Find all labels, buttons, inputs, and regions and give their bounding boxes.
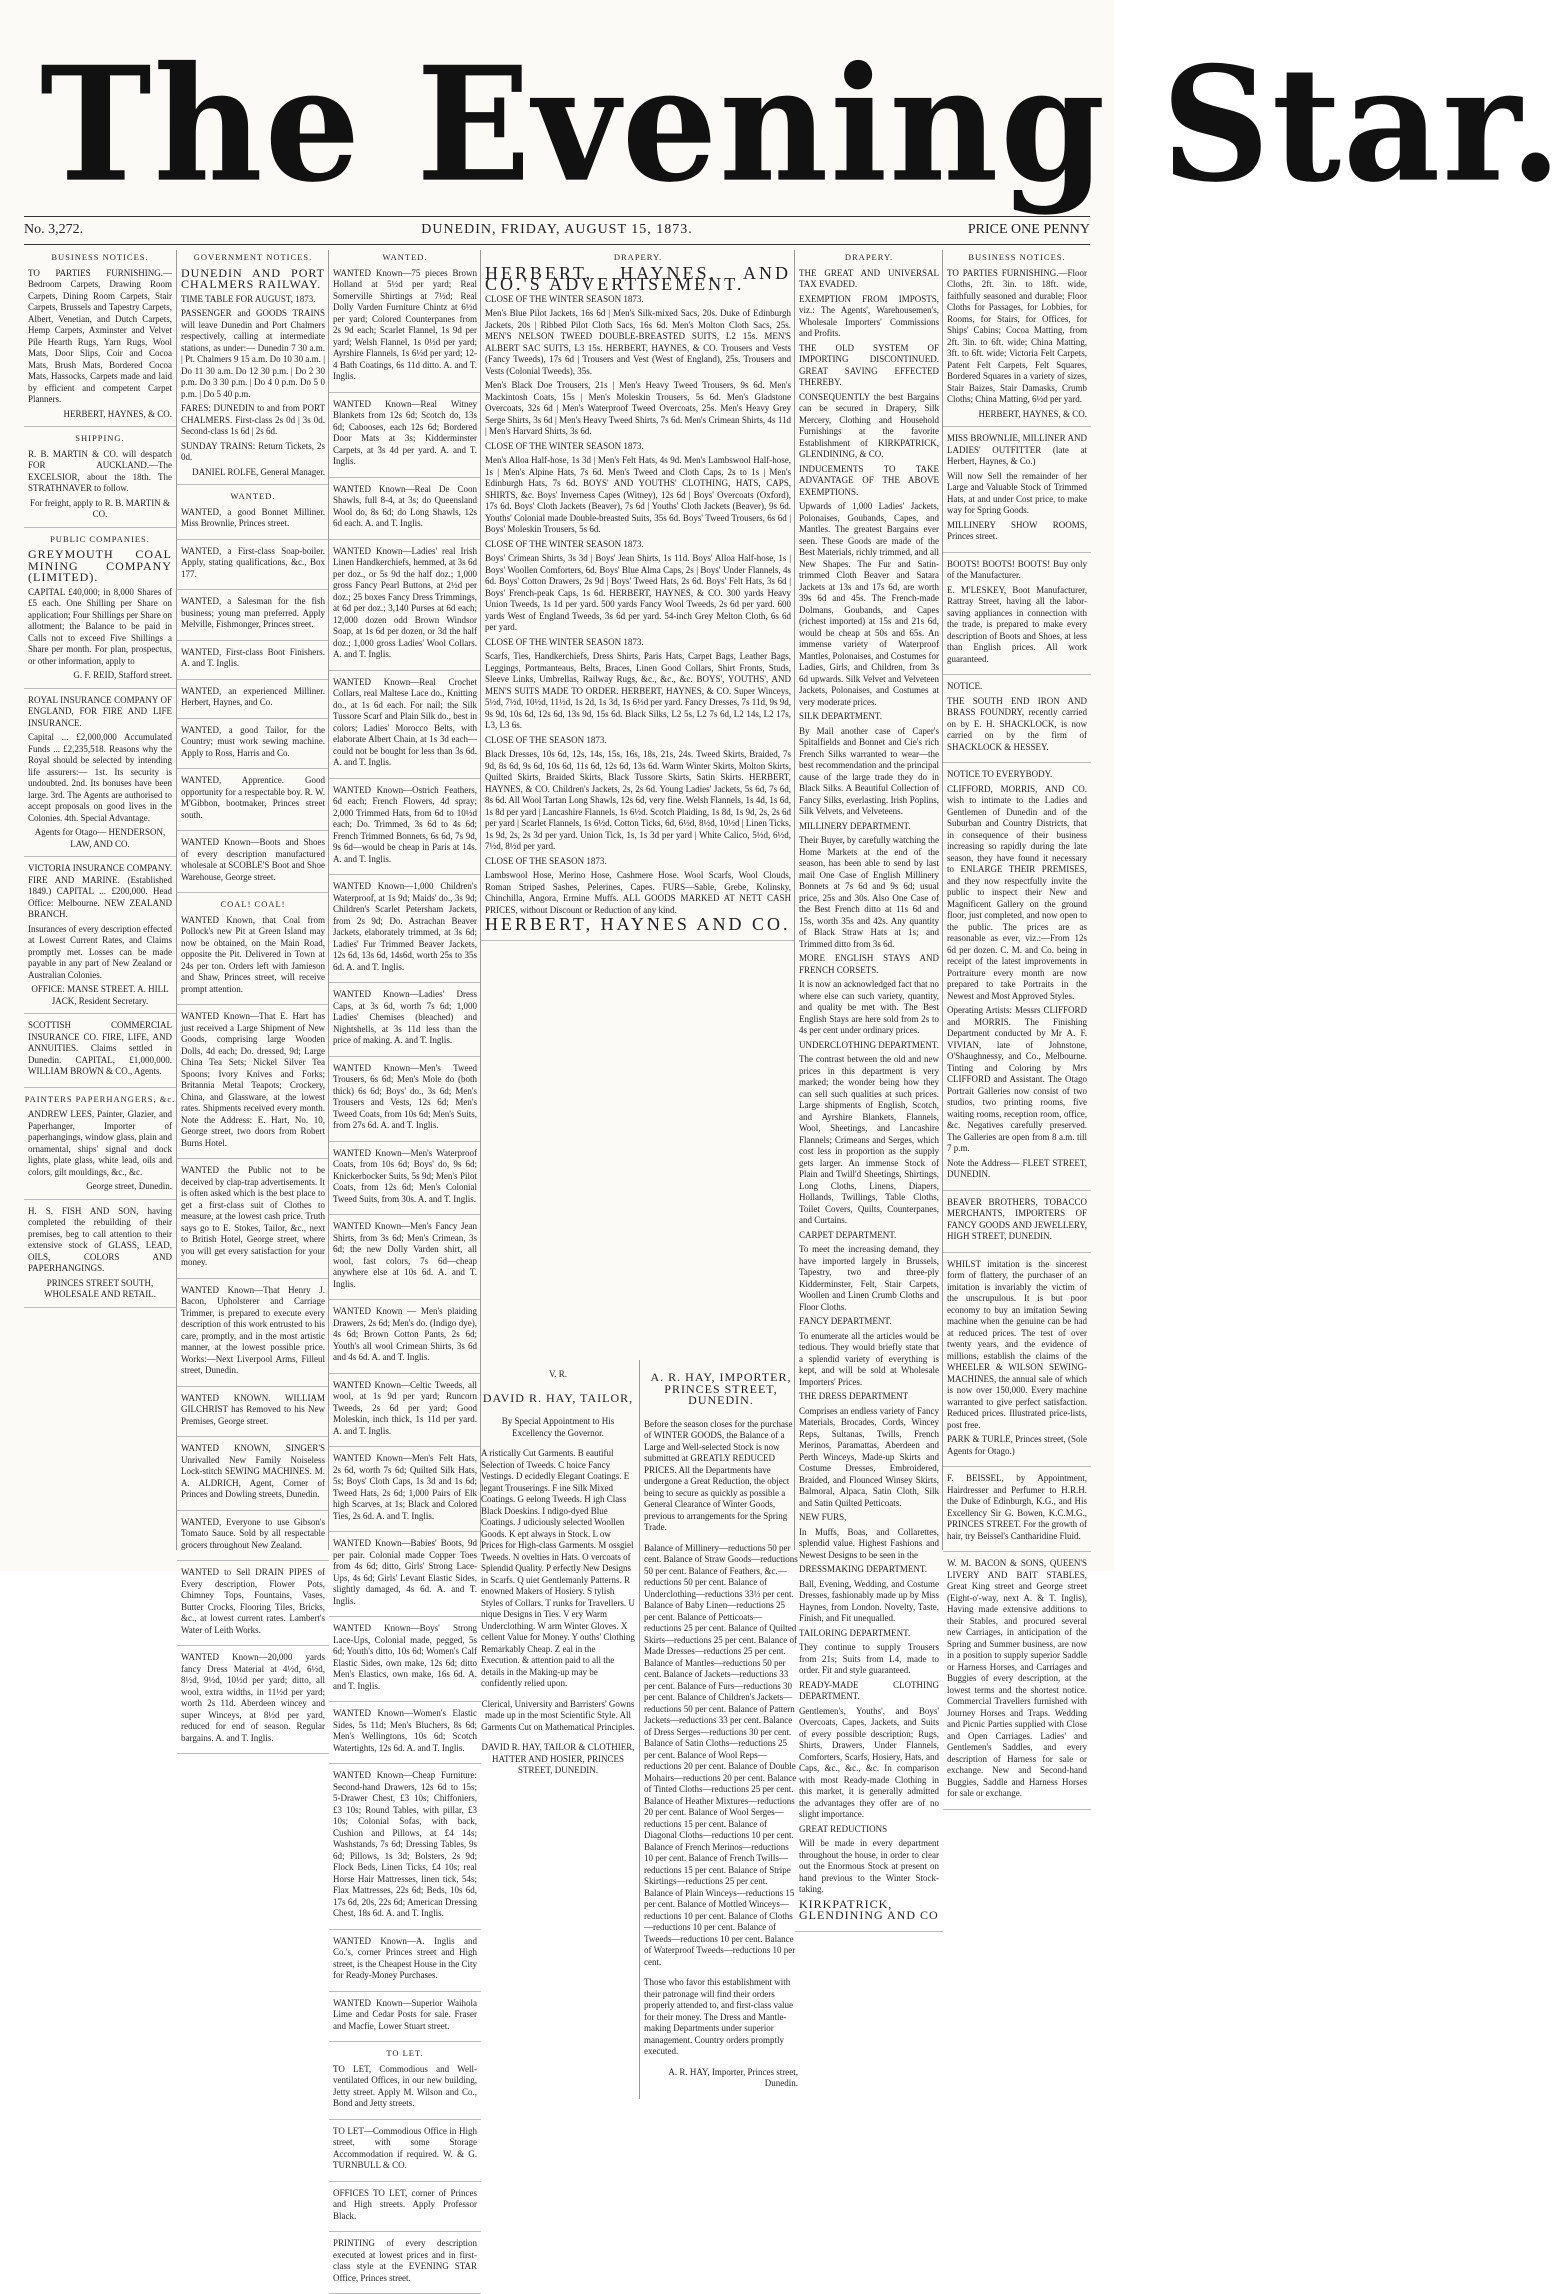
ad-text: Operating Artists: Messrs CLIFFORD and MORRIS. The Finishing Department conducted by Mr A. F. VIVIAN, late of Johnstone, O'Shaughnessy, and Co., Melbourne. Tinting and Coloring by Mrs CLIFFORD and Assistant. The Otago Portrait Galleries now consist of two studios, two printing rooms, five waiting rooms, reception room, office, &c. Negatives carefully preserved. The Galleries are open from 8 a.m. till 7 p.m. bbox=[947, 1005, 1087, 1153]
ad-subheading: MILLINERY DEPARTMENT. bbox=[799, 820, 911, 831]
ad-wanted bbox=[177, 725, 329, 770]
ad-text: WANTED Known—20,000 yards fancy Dress Material at 4½d, 6½d, 8½d, 9½d, 10½d per yard; ditto, all wool, extra widths, in 11½d per yard; worth 2s 11d. Aberdeen wincey and super Winceys, at 8½d per yard, reduced for end of season. Regular bargains. A. and T. Inglis. bbox=[181, 1652, 325, 1743]
ad-wanted bbox=[177, 1567, 329, 1646]
ad-floor-cloths bbox=[943, 268, 1091, 428]
ad-text: It is now an acknowledged fact that no where else can such variety, quantity, and quality be met with. The Best English Stays are here sold from 2s to 4s per cent under ordinary prices. bbox=[799, 979, 939, 1035]
divider bbox=[24, 216, 1090, 217]
ad-title: NOTICE TO EVERYBODY. bbox=[947, 769, 1053, 779]
column-heading: DRAPERY. bbox=[844, 252, 894, 262]
issue-number: No. 3,272. bbox=[24, 222, 84, 237]
ad-title: A. R. HAY, IMPORTER, PRINCES STREET, DUNEDIN. bbox=[650, 1370, 792, 1407]
ad-text: W. M. BACON & SONS, QUEEN'S LIVERY AND BAIT STABLES, Great King street and George street (Eight-o'-way, next A. & T. Inglis), Having made extensive additions to their Stables, and procured several new Carriages, in anticipation of the Spring and Summer business, are now in a position to supply superior Saddle or Harness Horses, and Carriages and Buggies of every description, at the lowest terms and the shortest notice. Commercial Travellers furnished with Journey Horses and Traps. Wedding and Picnic Parties supplied with Close and Open Carriages. Ladies' and Gentlemen's Saddles, and every description of Harness for sale or exchange. New and Second-hand Buggies, Saddle and Harness Horses for sale or exchange. bbox=[947, 1558, 1087, 1798]
notice-text: SUNDAY TRAINS: Return Tickets, 2s 0d. bbox=[181, 440, 325, 462]
ad-text: PRINTING of every description executed at lowest prices and in first-class style at the EVENING STAR Office, Princes street. bbox=[333, 2238, 477, 2283]
ad-text: WANTED, a Salesman for the fish business; young man preferred. Apply Melville, Fishmonger, Princes street. bbox=[181, 596, 325, 629]
ad-text: WANTED Known—That Henry J. Bacon, Upholsterer and Carriage Trimmer, is prepared to execute every description of this work entrusted to his care, promptly, and in the most artistic manner, at the lowest possible price. Works:—Next Liverpool Arms, Filleul street, Dunedin. bbox=[181, 1284, 325, 1375]
ad-subheading: MORE ENGLISH STAYS AND FRENCH CORSETS. bbox=[799, 953, 939, 975]
notice-text: CAPITAL £40,000; in 8,000 Shares of £5 each. One Shilling per Share on application; Four Shillings per Share on allotment; the Balance to be paid in Calls not to exceed Five Shillings a Share per month. For plan, prospectus, or other information, apply to bbox=[28, 586, 172, 666]
column-7 bbox=[942, 250, 1091, 1798]
notice-scottish bbox=[24, 1020, 176, 1088]
ad-text: WANTED, Everyone to use Gibson's Tomato Sauce. Sold by all respectable grocers throughout New Zealand. bbox=[181, 1516, 325, 1550]
ad-text: WANTED the Public not to be deceived by clap-trap advertisements. It is often asked which is the best place to get a first-class suit of Clothes to measure, at the lowest cash price. Truth says go to E. Stokes, Tailor, &c., next to British Hotel, George street, where you will get every satisfaction for your money. bbox=[181, 1165, 325, 1267]
ad-wanted bbox=[329, 1380, 481, 1448]
column-heading: BUSINESS NOTICES. bbox=[51, 252, 149, 262]
ad-subheading: THE OLD SYSTEM OF IMPORTING DISCONTINUED. GREAT SAVING EFFECTED THEREBY. bbox=[799, 342, 939, 387]
ad-tolet bbox=[329, 2064, 481, 2120]
ad-wanted bbox=[177, 1393, 329, 1438]
ad-david-hay bbox=[481, 1360, 635, 1786]
ad-text: WANTED Known—Boys' Strong Lace-Ups, Colonial made, pegged, 5s 6d; Youth's ditto, 10s 6d; Women's Calf Elastic Sides, own make, 12s 6d; ditto Men's Elastics, own make, 16s 6d. A. and T. Inglis. bbox=[333, 1623, 477, 1691]
ad-signature: Note the Address— FLEET STREET, DUNEDIN. bbox=[947, 1157, 1087, 1179]
ad-text: F. BEISSEL, by Appointment, Hairdresser and Perfumer to H.R.H. the Duke of Edinburgh, K.G., and His Excellency Sir G. Bowen, K.C.M.G., PRINCES STREET. For the growth of hair, try Beissel's Cantharidine Fluid. bbox=[947, 1473, 1087, 1541]
ad-text: WANTED Known—Celtic Tweeds, all wool, at 1s 9d per yard; Runcorn Tweeds, 2s 6d per yard; Good Moleskin, inch thick, 1s 11d per yard. A. and T. Inglis. bbox=[333, 1379, 477, 1436]
ad-text: TO PARTIES FURNISHING.—Floor Cloths, 2ft. 3in. to 18ft. wide, faithfully seasoned and durable; Floor Cloths for Passages, for Lobbies, for Rooms, for Stairs, for Offices, for Ships' Cabins; Cocoa Matting, from 2ft. 3in. to 6ft. wide; China Matting, 3ft. to 6ft. wide; Victoria Felt Carpets, Patent Felt Carpets, Felt Squares, Bordered Squares in a variety of sizes, Stair Baizes, Stair Damasks, Crumb Cloths; China Matting, 6½d per yard. bbox=[947, 267, 1087, 404]
ad-subtitle: By Special Appointment to His Excellency the Governor. bbox=[501, 1416, 615, 1438]
ad-boots bbox=[943, 559, 1091, 676]
notice-signature: OFFICE: MANSE STREET. A. HILL JACK, Resident Secretary. bbox=[31, 984, 169, 1006]
notice-text: PASSENGER and GOODS TRAINS will leave Dunedin and Port Chalmers respectively, calling at intermediate stations, as under:— Dunedin 7 30 a.m. | Pt. Chalmers 9 15 a.m. Do 10 30 a.m. | Do 11 30 a.m. Do 12 30 p.m. | Do 2 30 p.m. Do 3 30 p.m. | Do 4 0 p.m. Do 5 0 p.m. | Do 5 40 p.m. bbox=[181, 308, 325, 399]
ad-text: Men's Alloa Half-hose, 1s 3d | Men's Felt Hats, 4s 9d. Men's Lambswool Half-hose, 1s | Men's Alpine Hats, 7s 6d. Men's Tweed and Cloth Caps, 2s to 1s | Men's Edinburgh Hats, 7s 6d. BOYS' AND YOUTHS' CLOTHING, HATS, CAPS, SHIRTS, &c. Boys' Inverness Capes (Witney), 12s 6d | Boys' Overcoats (Oxford), 17s 6d. Boys' Cloth Jackets (Beaver), 7s 6d | Youths' Cloth Jackets (Beaver), 9s 6d. Youths' Colonial made Double-breasted Suits, 35s 6d. Boys' Tweed Trousers, 6s 6d | Boys' Moleskin Trousers, 5s 6d. bbox=[485, 455, 791, 534]
ad-wanted bbox=[329, 1221, 481, 1300]
ad-text: Gentlemen's, Youths', and Boys' Overcoats, Capes, Jackets, and Suits of every possible description; Rugs, Shirts, Drawers, Under Flannels, Comforters, Scarfs, Hosiery, Hats, and Caps, &c., &c., &c. In comparison with most Ready-made Clothing in this market, it is generally admitted the advantages they offer are of no slight importance. bbox=[799, 1705, 939, 1819]
ad-text: Boys' Crimean Shirts, 3s 3d | Boys' Jean Shirts, 1s 11d. Boys' Alloa Half-hose, 1s | Boys' Woollen Comforters, 6d. Boys' Blue Alma Caps, 2s | Boys' Under Flannels, 4s 6d. Boys' Cotton Drawers, 2s 9d | Boys' Tweed Hats, 2s 6d. Boys' Felt Hats, 3s 6d | Boys' French-peak Caps, 1s 6d. HERBERT, HAYNES, & CO. 300 yards Heavy Union Tweeds, 1s 1d per yard. 500 yards Fancy Wool Tweeds, 2s 6d per yard. 600 yards West of England Tweeds, 3s 6d per yard. 54-inch Grey Melton Cloth, 6s 6d per yard. bbox=[485, 553, 791, 632]
notice-signature: HERBERT, HAYNES, & CO. bbox=[63, 408, 172, 419]
ad-wanted bbox=[329, 1708, 481, 1764]
issue-price: PRICE ONE PENNY bbox=[967, 222, 1090, 237]
ad-subheading: CLOSE OF THE WINTER SEASON 1873. bbox=[485, 538, 644, 549]
ad-subheading: READY-MADE CLOTHING DEPARTMENT. bbox=[799, 1679, 939, 1701]
ad-title: MISS BROWNLIE, MILLINER AND LADIES' OUTFITTER (late at Herbert, Haynes, & Co.) bbox=[947, 433, 1087, 466]
column-1 bbox=[24, 250, 176, 1550]
ad-text: Scarfs, Ties, Handkerchiefs, Dress Shirts, Paris Hats, Carpet Bags, Leather Bags, Leggings, Portmanteaus, Belts, Braces, Linen Good Collars, Shirt Fronts, Studs, Sleeve Links, Umbrellas, Railway Rugs, &c., &c., &c. BOYS', YOUTHS', AND MEN'S SUITS MADE TO ORDER. HERBERT, HAYNES, & CO. Super Winceys, 5½d, 7½d, 10½d, 11½d, 1s 2d, 1s 3d, 1s 6½d per yard. Fancy Dresses, 7s 11d, 9s 9d, 9s 9d, 10s 6d, 12s 6d, 13s 9d, 15s 6d. Black Silks, L2 5s, L2 7s 6d, L2 14s, L2 17s, L3, L3 6s. bbox=[485, 651, 791, 730]
ad-signature: PARK & TURLE, Princes street, (Sole Agents for Otago.) bbox=[947, 1434, 1087, 1456]
ad-signature: A. R. HAY, Importer, Princes street, Dunedin. bbox=[668, 2066, 798, 2088]
notice-text: ANDREW LEES, Painter, Glazier, and Paperhanger, Importer of paperhangings, window glass, plain and ornamental, ships' signal and dock lights, plate glass, white lead, oils and colors, gilt mouldings, &c., &c. bbox=[28, 1109, 172, 1177]
ad-text: WANTED Known—A. Inglis and Co.'s, corner Princes street and High street, is the Cheapest House in the City for Ready-Money Purchases. bbox=[333, 1935, 477, 1980]
ad-title: NOTICE. bbox=[947, 681, 983, 691]
ad-wanted bbox=[177, 1165, 329, 1279]
ad-text: WANTED KNOWN, SINGER'S Unrivalled New Family Noiseless Lock-stitch SEWING MACHINES. M. A. ALDRICH, Agent, Corner of Princes and Dowling streets, Dunedin. bbox=[181, 1443, 325, 1499]
ad-text: CLIFFORD, MORRIS, AND CO. wish to intimate to the Ladies and Gentlemen of Dunedin and of the Suburban and Country Districts, that in consequence of their business increasing so rapidly during the late season, they have found it necessary to ENLARGE THEIR PREMISES, and they now respectfully invite the public to inspect their New and Magnificent Gallery on the ground floor, just completed, and now open to the public. The prices are as reasonable as ever, viz.:—From 12s 6d per dozen. C. M. and Co. being in receipt of the latest improvements in Portraiture every month are now prepared to take Portraits in the Newest and Most Approved Styles. bbox=[947, 783, 1087, 1001]
ad-subheading: CARPET DEPARTMENT. bbox=[799, 1229, 897, 1240]
notice-greymouth bbox=[24, 549, 176, 689]
notice-signature: DANIEL ROLFE, General Manager. bbox=[192, 466, 325, 477]
ad-wanted bbox=[329, 399, 481, 478]
column-2 bbox=[176, 250, 329, 1743]
ad-text: WANTED Known—Real Crochet Collars, real Maltese Lace do., Knitting do., at 1s 6d each. For nail; the Silk Tussore Scarf and Plain Silk do., best in colors; Ladies' Morocco Belts, with elaborate Albert Chain, at 1s 3d each—could not be bought for less than 3s 6d. A. and T. Inglis. bbox=[333, 676, 477, 767]
ad-text: WANTED KNOWN. WILLIAM GILCHRIST has Removed to his New Premises, George street. bbox=[181, 1392, 325, 1426]
ad-text: TO LET, Commodious and Well-ventilated Offices, in our new building, Jetty street. Apply M. Wilson and Co., Bond and Jetty streets. bbox=[333, 2063, 477, 2108]
ad-wanted bbox=[329, 1306, 481, 1374]
ad-wanted bbox=[329, 1063, 481, 1142]
columns bbox=[24, 250, 1090, 2283]
ad-text: WANTED Known—Men's Felt Hats, 2s 6d, worth 7s 6d; Quilted Silk Hats, 5s; Boys' Cloth Caps, 1s 3d and 1s 6d; Tweed Hats, 2s 6d; 1,000 Pairs of Elk high Scarves, at 1s; Black and Colored Ties, 2s 6d. A. and T. Inglis. bbox=[333, 1453, 477, 1521]
notice-title: VICTORIA INSURANCE COMPANY. FIRE AND MARINE. (Established 1849.) CAPITAL ... £200,000. Head Office: Melbourne. NEW ZEALAND BRANCH. bbox=[28, 863, 172, 919]
ad-text: WANTED Known—1,000 Children's Waterproof, at 1s 9d; Maids' do., 3s 9d; Children's Scarlet Petersham Jackets, from 2s 9d; Do. Astrachan Beaver Jackets, elaborately trimmed, at 3s 6d; Ladies' Fur Trimmed Beaver Jackets, 12s 6d, 13s 6d, 14s6d, worth 25s to 35s 6d. A. and T. Inglis. bbox=[333, 881, 477, 972]
ad-text: They continue to supply Trousers from 21s; Suits from L4, made to order. Fit and style guaranteed. bbox=[799, 1642, 939, 1675]
ad-brownlie bbox=[943, 433, 1091, 553]
column-heading: WANTED. bbox=[382, 252, 428, 262]
ad-clifford bbox=[943, 769, 1091, 1191]
column-heading: DRAPERY. bbox=[613, 252, 663, 262]
ad-subheading: CLOSE OF THE SEASON 1873. bbox=[485, 855, 607, 866]
ad-text: WANTED Known—Boots and Shoes of every description manufactured wholesale at SCOBLE'S Boot and Shoe Warehouse, George street. bbox=[181, 837, 325, 882]
dateline bbox=[24, 222, 1090, 242]
ad-title: BEAVER BROTHERS, TOBACCO MERCHANTS, IMPORTERS OF FANCY GOODS AND JEWELLERY, HIGH STREET, DUNEDIN. bbox=[947, 1196, 1087, 1241]
notice-royal bbox=[24, 695, 176, 858]
ad-herbert-haynes bbox=[481, 262, 795, 941]
ad-text: WANTED Known—Ostrich Feathers, 6d each; French Flowers, 4d spray; 2,000 Trimmed Hats, from 6d to 10½d each; Do. Trimmed, 3s 6d to 4s 6d; French Trimmed Bonnets, 6s 6d, 7s 9d, 9s 6d—would be cheap in Paris at 14s. A. and T. Inglis. bbox=[333, 784, 477, 864]
ad-text: WHILST imitation is the sincerest form of flattery, the purchaser of an imitation is invariably the victim of the unscrupulous. It is but poor economy to buy an imitation Sewing machine when the genuine can be had at reduced prices. The test of over twenty years, and the evidence of millions, establish the claims of the WHEELER & WILSON SEWING-MACHINES, the annual sale of which is now over 150,000. Every machine warranted to give perfect satisfaction. Reduced prices. Illustrated price-lists, post free. bbox=[947, 1258, 1087, 1430]
column-heading: BUSINESS NOTICES. bbox=[968, 252, 1066, 262]
ad-subheading: TAILORING DEPARTMENT. bbox=[799, 1627, 911, 1638]
ad-title: HERBERT, HAYNES, AND CO.'S ADVERTISEMENT. bbox=[485, 262, 791, 294]
notice-lees bbox=[24, 1109, 176, 1200]
ad-wanted bbox=[329, 1623, 481, 1702]
ad-title: BOOTS! BOOTS! BOOTS! Buy only of the Manufacturer. bbox=[947, 558, 1087, 580]
ad-subheading: FANCY DEPARTMENT. bbox=[799, 1316, 892, 1326]
ad-text: WANTED, First-class Boot Finishers. A. and T. Inglis. bbox=[181, 646, 325, 668]
notice-text: H. S. FISH AND SON, having completed the rebuilding of their premises, beg to call attention to their extensive stock of GLASS, LEAD, OILS, COLORS AND PAPERHANGINGS. bbox=[28, 1205, 172, 1273]
ad-wanted bbox=[177, 1285, 329, 1387]
notice-signature: George street, Dunedin. bbox=[86, 1181, 172, 1191]
ad-wanted bbox=[329, 989, 481, 1057]
notice-subtitle: TIME TABLE FOR AUGUST, 1873. bbox=[181, 293, 316, 304]
ad-signature: DAVID R. HAY, TAILOR & CLOTHIER, HATTER AND HOSIER, PRINCES STREET, DUNEDIN. bbox=[481, 1742, 635, 1775]
ad-subheading: SILK DEPARTMENT. bbox=[799, 711, 882, 721]
ad-text: Men's Black Doe Trousers, 21s | Men's Heavy Tweed Trousers, 9s 6d. Men's Mackintosh Coats, 15s | Men's Moleskin Trousers, 5s 6d. Men's Gladstone Overcoats, 32s 6d | Men's Waterproof Tweed Overcoats, 25s. Men's Heavy Grey Serge Shirts, 3s 6d | Men's Heavy Tweed Shirts, 7s 6d. Men's Crimean Shirts, 4s 11d | Men's Harvard Shirts, 3s 6d. bbox=[485, 380, 791, 436]
notice-shipping bbox=[24, 449, 176, 528]
ad-signature: HERBERT, HAYNES AND CO. bbox=[485, 914, 791, 934]
section-heading: PUBLIC COMPANIES. bbox=[50, 533, 150, 544]
ad-beissel bbox=[943, 1473, 1091, 1552]
ad-text: Those who favor this establishment with their patronage will find their orders properly attended to, and first-class value for their money. The Dress and Mantle-making Departments under superior management. Country orders promptly executed. bbox=[644, 1977, 793, 2056]
ad-text: WANTED Known, that Coal from Pollock's new Pit at Green Island may now be obtained, on the Main Road, opposite the Pit. Delivered in Town at 24s per ton. Orders left with Jamieson and Shaw, Princes street, will receive prompt attention. bbox=[181, 914, 325, 994]
ad-wanted bbox=[177, 1011, 329, 1159]
ad-text: WANTED to Sell DRAIN PIPES of Every description, Flower Pots, Chimney Tops, Fountains, Vases, Butter Crocks, Flooring Tiles, Bricks, &c., at lowest current rates. Lambert's Water of Leith Works. bbox=[181, 1567, 325, 1635]
ad-text: WANTED Known—Ladies' real Irish Linen Handkerchiefs, hemmed, at 3s 6d per doz., or 5s 9d the half doz.; 1,000 gross Fancy Pearl Buttons, at 2½d per doz.; 25 boxes Fancy Dress Trimmings, at 6d per doz.; 3,140 Purses at 6d each; 12,000 dozen odd Brown Windsor Soap, at 1s 6d per dozen, or 3d the half doz.; 1,000 gross Ladies' Wool Collars. A. and T. Inglis. bbox=[333, 545, 477, 659]
ad-text: WANTED Known — Men's plaiding Drawers, 2s 6d; Men's do. (Indigo dye), 4s 6d; Brown Cotton Pants, 2s 6d; Youth's all wool Crimean Shirts, 3s 6d and 4s 6d. A. and T. Inglis. bbox=[333, 1306, 477, 1362]
column-4 bbox=[480, 250, 798, 2088]
ad-text: WANTED Known—Real Witney Blankets from 12s 6d; Scotch do, 13s 6d; Cabooses, each 12s 6d; Bordered Door Mats at 3s; Kidderminster Carpets, at 3s 4d per yard. A. and T. Inglis. bbox=[333, 398, 477, 466]
ad-text: WANTED Known—That E. Hart has just received a Large Shipment of New Goods, comprising large Wooden Dolls, 4d each; Do. dressed, 9d; Large China Tea Sets; Nickel Silver Tea Spoons; Ivory Knives and Forks; Britannia Metal Teapots; Crockery, China, and Glassware, at the lowest rates. Shipments received every month. Note the Address: E. Hart, No. 10, George street, two doors from Robert Burns Hotel. bbox=[181, 1011, 325, 1148]
ad-wanted bbox=[177, 596, 329, 641]
ad-wanted bbox=[177, 1517, 329, 1562]
notice-victoria bbox=[24, 863, 176, 1014]
ad-text: WANTED Known—Women's Elastic Sides, 5s 11d; Men's Bluchers, 8s 6d; Men's Wellingtons, 10s 6d; Scotch Watertights, 12s 6d. A. and T. Inglis. bbox=[333, 1708, 477, 1753]
ad-coal bbox=[177, 915, 329, 1006]
notice-title: GREYMOUTH COAL MINING COMPANY (LIMITED). bbox=[28, 547, 172, 584]
ad-wanted bbox=[177, 775, 329, 831]
section-heading: SHIPPING. bbox=[75, 433, 125, 443]
ad-wanted bbox=[177, 647, 329, 680]
ad-wanted bbox=[329, 1538, 481, 1617]
ad-text: The contrast between the old and new prices in this department is very marked; the wonder being how they can sell such qualities at such prices. Large shipments of English, Scotch, and Ayrshire Blankets, Flannels, Wool, Sheetings, and Lancashire Flannels; Crimeans and Serges, which cost less in proportion as the supply gets larger. An immense Stock of Plain and Twill'd Sheetings, Shirtings, Long Cloths, Linens, Diapers, Hollands, Twillings, Table Cloths, Toilet Covers, Quilts, Counterpanes, and Curtains. bbox=[799, 1054, 939, 1225]
ad-tolet bbox=[329, 2126, 481, 2182]
ad-text: WANTED Known—Men's Fancy Jean Shirts, from 3s 6d; Men's Crimean, 3s 6d; the new Dolly Varden shirt, all wool, fast colors, 7s 6d—cheap anywhere else at 10s 6d. A. and T. Inglis. bbox=[333, 1221, 477, 1289]
ad-text: WANTED Known—Ladies' Dress Caps, at 3s 6d, worth 7s 6d; 1,000 Ladies' Chemises (bleached) and Nightshells, at 3s 11d less than the price of making. A. and T. Inglis. bbox=[333, 989, 477, 1045]
section-heading: COAL! COAL! bbox=[220, 899, 286, 909]
ad-text: WANTED, Apprentice. Good opportunity for a respectable boy. R. W. M'Gibbon, bootmaker, Princes street south. bbox=[181, 775, 325, 820]
ad-subheading: INDUCEMENTS TO TAKE ADVANTAGE OF THE ABOVE EXEMPTIONS. bbox=[799, 463, 939, 497]
notice-railway bbox=[177, 265, 329, 486]
notice-text: Insurances of every description effected at Lowest Current Rates, and Claims promptly met. Losses can be made payable in any part of New Zealand or Australian Colonies. bbox=[28, 923, 172, 980]
ad-wanted bbox=[329, 1453, 481, 1532]
ad-text: WANTED Known—Cheap Furniture: Second-hand Drawers, 12s 6d to 15s; 5-Drawer Chest, £3 10s; Chiffoniers, £3 10s; Round Tables, with pillar, £3 10s; Colonial Sofas, with back, Cushion and Pillows, at £4 14s; Washstands, 7s 6d; Dressing Tables, 9s 6d; Pillows, 1s 3d; Bolsters, 2s 9d; Flock Beds, Linen Ticks, £4 10s; real Horse Hair Mattresses, linen tick, 54s; Flax Mattresses, 22s 6d; Beds, 10s 6d, 17s 6d, 20s, 22s 6d; American Dressing Chest, 18s 6d. A. and T. Inglis. bbox=[333, 1770, 477, 1918]
ad-text: WANTED, a good Tailor, for the Country; must work sewing machine. Apply to Ross, Harris and Co. bbox=[181, 724, 325, 758]
notice-title: DUNEDIN AND PORT CHALMERS RAILWAY. bbox=[181, 265, 325, 291]
ad-wanted bbox=[177, 546, 329, 591]
ad-text: In Muffs, Boas, and Collarettes, splendid value. Highest Fashions and Newest Designs to be seen in the bbox=[799, 1526, 939, 1560]
ad-text: By Mail another case of Caper's Spitalfields and Bonnet and Cie's rich French Silks warranted to wear—the best recommendation and the principal cause of the large trade they do in Black Silks. A Beautiful Collection of Fancy Silks, everlasting. Irish Poplins, Silk Velvets, and Velveteens. bbox=[799, 725, 939, 816]
ad-beaver bbox=[943, 1197, 1091, 1253]
ad-wheeler-wilson bbox=[943, 1259, 1091, 1468]
notice-signature: For freight, apply to R. B. MARTIN & CO. bbox=[30, 497, 170, 519]
ad-text: Black Dresses, 10s 6d, 12s, 14s, 15s, 16s, 18s, 21s, 24s. Tweed Skirts, Braided, 7s 9d, 8s 6d, 9s 6d, 10s 6d, 11s 6d, 12s 6d, 13s 6d. Warm Winter Skirts, Molton Skirts, Quilted Skirts, Braided Skirts, Black Tussore Skirts, Satin Skirts. HERBERT, HAYNES, & CO. Children's Jackets, 2s, 2s 6d. Young Ladies' Jackets, 5s 6d, 7s 6d, 8s 6d. All Wool Tartan Long Shawls, 12s 6d, very fine. Welsh Flannels, 1s 4d, 1s 6d, 1s 8d per yard | Lancashire Flannels, 1s 6½d. Scotch Plaiding, 1s 8d, 1s 9d, 2s, 2s 6d per yard | Scarlet Flannels, 1s 6½d. Cotton Ticks, 6d, 6½d, 8½d, 10½d | Linen Ticks, 1s 9d, 2s, 2s 3d per yard. Union Tick, 1s, 1s 3d per yard | White Calico, 5½d, 6½d, 7½d, 8½d per yard. bbox=[485, 749, 791, 851]
ad-notice bbox=[943, 681, 1091, 763]
notice-signature: Agents for Otago— HENDERSON, LAW, AND CO. bbox=[34, 827, 166, 849]
ad-text: WANTED Known—Real De Coon Shawls, full 8-4, at 3s; do Queensland Wool do, 8s 6d; do Long Shawls, 12s 6d each. A. and T. Inglis. bbox=[333, 483, 477, 528]
ad-subheading: THE DRESS DEPARTMENT bbox=[799, 1391, 909, 1401]
ad-wanted bbox=[177, 507, 329, 540]
ad-text: WANTED Known—75 pieces Brown Holland at 5½d per yard; Real Somerville Shirtings at 7½d; Real Dolly Varden Furniture Chintz at 6½d per yard; Colored Counterpanes from 2s 9d each; Scarlet Flannel, 1s 9d per yard; Welsh Flannel, 1s 0½d per yard; Ayrshire Flannels, 1s 6½d per yard; 12-4 Bath Coatings, 6s 11d ditto. A. and T. Inglis. bbox=[333, 267, 477, 381]
ad-text: OFFICES TO LET, corner of Princes and High streets. Apply Professor Black. bbox=[333, 2187, 477, 2221]
ad-ar-hay bbox=[639, 1360, 798, 2099]
ad-text: WANTED Known—Babies' Boots, 9d per pair. Colonial made Copper Toes from 4s 6d; ditto, Girls' Strong Lace-Ups, 4s 6d; Girls' Levant Elastic Sides, slightly damaged, 4s 6d. A. and T. Inglis. bbox=[333, 1538, 477, 1606]
ad-text: Will be made in every department throughout the house, in order to clear out the Enormous Stock at present on hand previous to the Winter Stock-taking. bbox=[799, 1838, 939, 1894]
masthead-title: The Evening Star. bbox=[40, 32, 1564, 218]
ad-text: WANTED, a First-class Soap-boiler. Apply, stating qualifications, &c., Box 177. bbox=[181, 545, 325, 579]
ad-text: CONSEQUENTLY the best Bargains can be secured in Drapery, Silk Mercery, Clothing and Household Furnishings at the favorite Establishment of KIRKPATRICK, GLENDINING, & CO. bbox=[799, 391, 939, 459]
ad-text: Clerical, University and Barristers' Gowns made up in the most Scientific Style. All Garments Cut on Mathematical Principles. bbox=[481, 1698, 635, 1732]
ad-subheading: CLOSE OF THE WINTER SEASON 1873. bbox=[485, 636, 644, 647]
ad-text: Ball, Evening, Wedding, and Costume Dresses, fashionably made up by Miss Haynes, from London. Novelty, Taste, Finish, and Fit unequalled. bbox=[799, 1578, 939, 1623]
notice-signature: G. F. REID, Stafford street. bbox=[73, 670, 172, 680]
ad-wanted bbox=[177, 1652, 329, 1754]
ad-wanted bbox=[329, 1998, 481, 2043]
ad-printing bbox=[329, 2238, 481, 2294]
ad-text: WANTED Known—Men's Tweed Trousers, 6s 6d; Men's Mole do (both thick) 6s 6d; Boys' do., 3s 6d; Men's Trousers and Vests, 12s 6d; Men's Tweed Coats, from 10s 6d; Men's Suits, from 27s 6d. A. and T. Inglis. bbox=[333, 1062, 477, 1130]
ad-text: WANTED, a good Bonnet Milliner. Miss Brownlie, Princes street. bbox=[181, 506, 325, 528]
ad-signature: MILLINERY SHOW ROOMS, Princes street. bbox=[947, 519, 1087, 541]
ad-subheading: GREAT REDUCTIONS bbox=[799, 1823, 888, 1834]
ad-text: WANTED Known—Superior Waihola Lime and Cedar Posts for sale. Fraser and Macfie, Lower Stuart street. bbox=[333, 1997, 477, 2031]
ad-subheading: EXEMPTION FROM IMPOSTS, viz.: The Agents', Warehousemen's, Wholesale Importers' Commissions and Profits. bbox=[799, 293, 939, 338]
ad-wanted bbox=[177, 837, 329, 893]
ad-subheading: CLOSE OF THE SEASON 1873. bbox=[485, 734, 607, 745]
divider bbox=[24, 244, 1090, 245]
ad-wanted bbox=[329, 484, 481, 540]
ad-text: WANTED, an experienced Milliner. Herbert, Haynes, and Co. bbox=[181, 685, 325, 707]
column-3 bbox=[328, 250, 481, 2283]
ad-text: TO LET—Commodious Office in High street, with some Storage Accommodation if required. W. & G. TURNBULL & CO. bbox=[333, 2125, 477, 2170]
notice-fish bbox=[24, 1206, 176, 1308]
ad-text: Will now Sell the remainder of her Large and Valuable Stock of Trimmed Hats, at and under Cost price, to make way for Spring Goods. bbox=[947, 470, 1087, 515]
notice-text: Capital ... £2,000,000 Accumulated Funds ... £2,235,518. Reasons why the Royal should be selected by intending life assurers:— 1st. Its security is undoubted. 2nd. Its bonuses have been large. 3rd. The Agents are authorised to accept proposals on good lives in the Colonies. 4th. Special Advantage. bbox=[28, 732, 172, 823]
ad-wanted bbox=[329, 268, 481, 393]
ad-signature: KIRKPATRICK, GLENDINING AND CO bbox=[799, 1896, 939, 1922]
masthead bbox=[40, 32, 1564, 218]
ad-text: A ristically Cut Garments. B eautiful Selection of Tweeds. C hoice Fancy Vestings. D ecidedly Elegant Coatings. E legant Trouserings. F ine Silk Mixed Coatings. G eelong Tweeds. H igh Class Black Doeskins. I ndigo-dyed Blue Coatings. J udiciously selected Woollen Goods. K ept always in Stock. L ow Prices for High-class Garments. M ossgiel Tweeds. N ovelties in Hats. O vercoats of Splendid Quality. P erfectly New Designs in Scarfs. Q uiet Gentlemanly Patterns. R enowned Makers of Hosiery. S tylish Styles of Collars. T runks for Travellers. U nique Designs in Ties. V ery Warm Underclothing. W arm Winter Gloves. X cellent Value for Money. Y ouths' Clothing Remarkably Cheap. Z eal in the Execution. & attention paid to all the details in the Making-up may be confidently relied upon. bbox=[481, 1448, 635, 1688]
ad-wanted bbox=[177, 1443, 329, 1511]
notice-text: FARES: DUNEDIN to and from PORT CHALMERS. First-class 2s 0d | 3s 0d. Second-class 1s 6d | 2s 6d. bbox=[181, 403, 325, 436]
ad-wanted bbox=[329, 1936, 481, 1992]
ad-bacon bbox=[943, 1558, 1091, 1810]
ad-subheading: CLOSE OF THE WINTER SEASON 1873. bbox=[485, 440, 644, 451]
ad-subheading: NEW FURS, bbox=[799, 1512, 847, 1522]
ad-wanted bbox=[329, 881, 481, 983]
notice-title: ROYAL INSURANCE COMPANY OF ENGLAND, FOR FIRE AND LIFE INSURANCE. bbox=[28, 694, 172, 728]
ad-text: Men's Blue Pilot Jackets, 16s 6d | Men's Silk-mixed Sacs, 20s. Duke of Edinburgh Jackets, 20s | Ribbed Pilot Cloth Sacs, 16s 6d. Men's Molton Cloth Sacs, 25s. MEN'S NELSON TWEED DOUBLE-BREASTED SUITS, L2 15s. MEN'S ALBERT SAC SUITS, L3 15s. HERBERT, HAYNES, & CO. Trousers and Vests (Fancy Tweeds), 17s 6d | Trousers and Vest (West of England), 25s. Trousers and Vests (Colonial Tweeds), 35s. bbox=[485, 308, 791, 376]
ad-signature: HERBERT, HAYNES, & CO. bbox=[978, 408, 1087, 419]
notice-title: SCOTTISH COMMERCIAL INSURANCE CO. FIRE, LIFE, AND ANNUITIES. Claims settled in Dunedin. CAPITAL, £1,000,000. WILLIAM BROWN & CO., Agents. bbox=[28, 1020, 172, 1076]
ad-tolet bbox=[329, 2188, 481, 2233]
column-6 bbox=[794, 250, 943, 1922]
ad-title: THE GREAT AND UNIVERSAL TAX EVADED. bbox=[799, 267, 939, 289]
column-heading: GOVERNMENT NOTICES. bbox=[193, 252, 313, 262]
ad-subheading: CLOSE OF THE WINTER SEASON 1873. bbox=[485, 293, 644, 304]
ad-wanted bbox=[329, 1770, 481, 1930]
ad-kirkpatrick bbox=[795, 268, 943, 1932]
ad-text: WANTED Known—Men's Waterproof Coats, from 10s 6d; Boys' do, 9s 6d; Knickerbocker Suits, 5s 9d; Men's Pilot Coats, from 12s 6d; Men's Colonial Tweed Suits, from 30s. A. and T. Inglis. bbox=[333, 1147, 477, 1204]
notice-signature: PRINCES STREET SOUTH, WHOLESALE AND RETAIL. bbox=[43, 1277, 156, 1299]
ad-text: Before the season closes for the purchase of WINTER GOODS, the Balance of a Large and Well-selected Stock is now submitted at GREATLY REDUCED PRICES. All the Departments have undergone a Great Reduction, the object being to secure as quickly as possible a General Clearance of Winter Goods, previous to arrangements for the Spring Trade. bbox=[644, 1418, 793, 1532]
notice-text: R. B. MARTIN & CO. will despatch FOR AUCKLAND.—The EXCELSIOR, about the 18th. The STRATHNAVER to follow. bbox=[28, 448, 172, 493]
ad-wanted bbox=[329, 1148, 481, 1216]
ad-text: Upwards of 1,000 Ladies' Jackets, Polonaises, Goubands, Capes, and Mantles. The greatest Bargains ever seen. These Goods are made of the Best Materials, richly trimmed, and all New Shapes. The Fur and Satin-trimmed Cloth Beaver and Satara Jackets at 13s and 17s 6d, are worth 39s 6d and 45s. The French-made Dolmans, Goubands, and Capes (richest imported) at 15s and 21s 6d, would be cheap at 50s and 65s. An immense variety of Waterproof Mantles, Polonaises, and Costumes for Ladies, Girls, and Children, from 3s 6d upwards. Silk Velvet and Velveteen Jackets, Polonaises, and Costumes at very moderate prices. bbox=[799, 501, 939, 707]
ad-subheading: DRESSMAKING DEPARTMENT. bbox=[799, 1564, 927, 1574]
issue-date: DUNEDIN, FRIDAY, AUGUST 15, 1873. bbox=[421, 222, 693, 237]
section-heading: TO LET. bbox=[386, 2048, 424, 2058]
ad-text: To meet the increasing demand, they have imported largely in Brussels, Tapestry, two and three-ply Kidderminster, Felt, Stair Carpets, Woollen and Linen Crumb Cloths and Floor Cloths. bbox=[799, 1244, 939, 1312]
notice-text: TO PARTIES FURNISHING.—Bedroom Carpets, Drawing Room Carpets, Dining Room Carpets, Stair Carpets, Brussels and Tapestry Carpets, Albert, Venetian, and Dutch Carpets, Hemp Carpets, Axminster and Velvet Pile Hearth Rugs, Yarn Rugs, Wool Mats, Door Slips, Coir and Cocoa Mats, Brush Mats, Bordered Cocoa Mats, Hassocks, Carpets made and laid by efficient and competent Carpet Planners. bbox=[28, 267, 172, 404]
ad-subheading: UNDERCLOTHING DEPARTMENT. bbox=[799, 1039, 939, 1050]
ad-title: DAVID R. HAY, TAILOR, bbox=[482, 1390, 634, 1405]
ad-text: Balance of Millinery—reductions 50 per cent. Balance of Straw Goods—reductions 50 per cent. Balance of Feathers, &c.—reductions 50 per cent. Balance of Underclothing—reductions 33⅓ per cent. Balance of Baby Linen—reductions 25 per cent. Balance of Petticoats—reductions 25 per cent. Balance of Quilted Skirts—reductions 25 per cent. Balance of Made Dresses—reductions 25 per cent. Balance of Mantles—reductions 50 per cent. Balance of Jackets—reductions 33 per cent. Balance of Furs—reductions 30 per cent. Balance of Children's Jackets—reductions 50 per cent. Balance of Pattern Jackets—reductions 33 per cent. Balance of Dress Serges—reductions 30 per cent. Balance of Satin Cloths—reductions 25 per cent. Balance of Wool Reps—reductions 20 per cent. Balance of Double Mohairs—reductions 20 per cent. Balance of Tinted Cloths—reductions 25 per cent. Balance of Heather Mixtures—reductions 20 per cent. Balance of Wool Serges—reductions 15 per cent. Balance of Diagonal Cloths—reductions 10 per cent. Balance of French Merinos—reductions 10 per cent. Balance of French Twills—reductions 15 per cent. Balance of Stripe Skirtings—reductions 25 per cent. Balance of Plain Winceys—reductions 15 per cent. Balance of Mottled Winceys—reductions 10 per cent. Balance of Cloths—reductions 10 per cent. Balance of Tweeds—reductions 10 per cent. Balance of Waterproof Tweeds—reductions 10 per cent. bbox=[644, 1542, 798, 1967]
ad-wanted bbox=[329, 785, 481, 876]
ad-text: THE SOUTH END IRON AND BRASS FOUNDRY, recently carried on by E. H. SHACKLOCK, is now carried on by the firm of SHACKLOCK & HESSEY. bbox=[947, 695, 1087, 752]
ad-text: Lambswool Hose, Merino Hose, Cashmere Hose. Wool Scarfs, Wool Clouds, Roman Striped Sashes, Pelerines, Capes. FURS—Sable, Grebe, Kolinsky, Chinchilla, Angora, Ermine Muffs. ALL GOODS MARKED AT NETT CASH PRICES, without Discount or Reduction of any kind. bbox=[485, 870, 791, 915]
section-heading: WANTED. bbox=[230, 491, 276, 501]
notice-furnishing bbox=[24, 268, 176, 428]
ad-text: Comprises an endless variety of Fancy Materials, Brocades, Cords, Wincey Reps, Sultanas, Twills, French Merinos, Paramattas, Aberdeen and Perth Winceys, Made-up Skirts and Costume Dresses, Embroidered, Braided, and Flounced Winsey Skirts, Balmoral, Alpaca, Satin Cloth, Silk and Satin Quilted Petticoats. bbox=[799, 1405, 939, 1508]
ad-text: To enumerate all the articles would be tedious. They would briefly state that a splendid variety of everything is kept, and will be sold at Wholesale Importers' Prices. bbox=[799, 1330, 939, 1387]
ad-text: E. M'LESKEY, Boot Manufacturer, Rattray Street, having all the labor-saving appliances in connection with the trade, is prepared to make every description of Boots and Shoes, at less than English prices. All work guaranteed. bbox=[947, 584, 1087, 664]
ad-wanted bbox=[329, 677, 481, 779]
ad-wanted bbox=[177, 686, 329, 719]
ad-wanted bbox=[329, 546, 481, 671]
section-heading: PAINTERS PAPERHANGERS, &c. bbox=[24, 1093, 176, 1104]
royal-arms: V. R. bbox=[548, 1369, 568, 1379]
ad-text: Their Buyer, by carefully watching the Home Markets at the end of the season, has been able to send by last mail One Case of English Millinery Bonnets at 7s 6d and 9s 6d; usual price, 25s and 30s. Also One Case of the Best French ditto at 11s 6d and 15s, worth 35s and 42s. Any quantity of Black Straw Hats at 1s; and Trimmed ditto from 3s 6d. bbox=[799, 835, 939, 949]
